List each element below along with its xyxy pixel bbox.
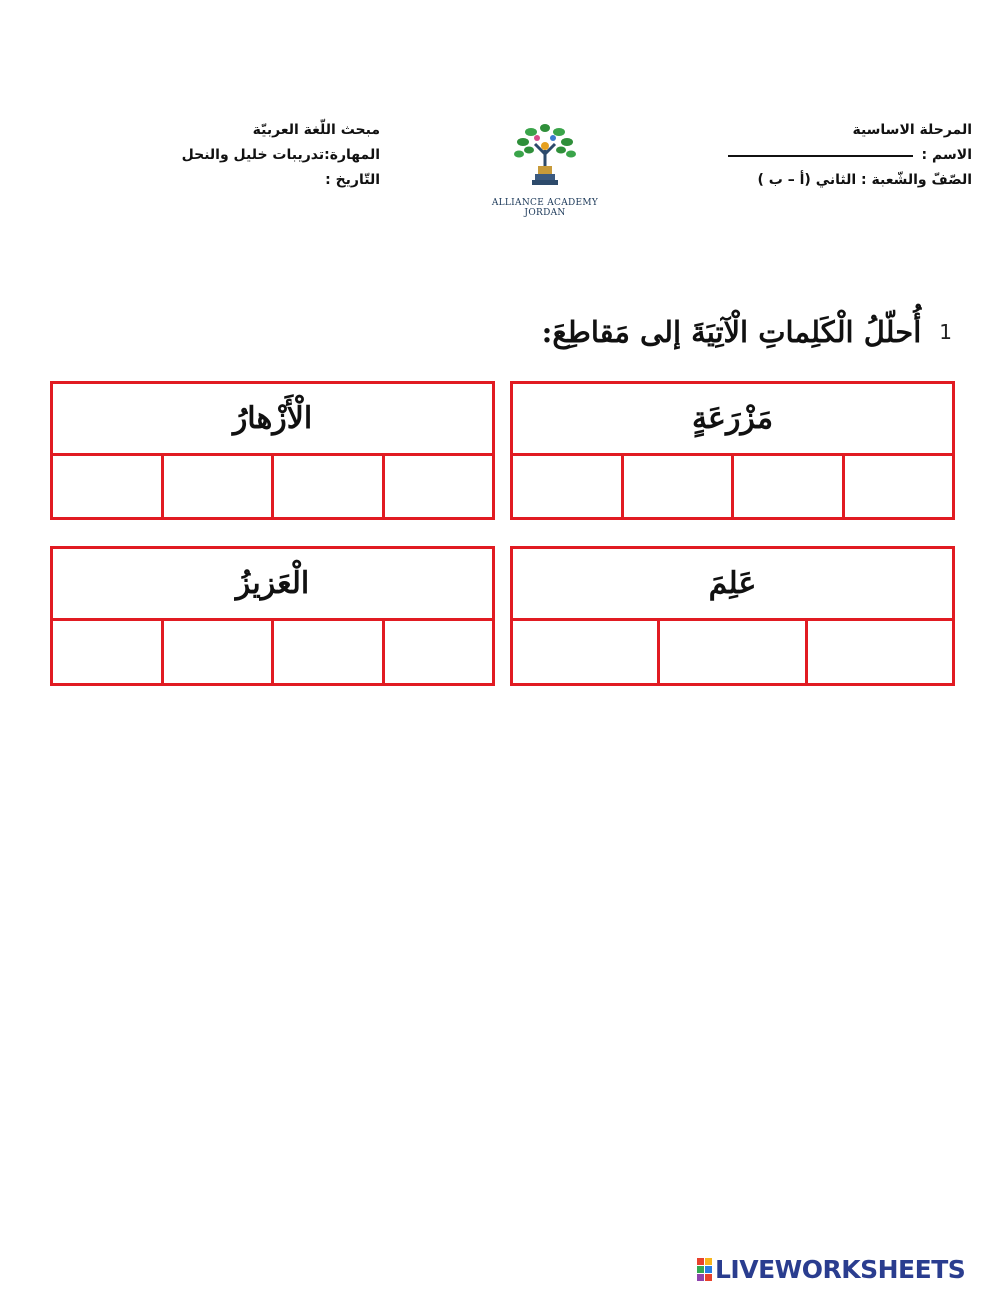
date-label: التّاريخ : [325,172,380,188]
syllable-input-box[interactable] [621,456,732,517]
name-label: الاسم : [921,147,972,163]
skill-label: المهارة:تدريبات خليل والنحل [181,147,380,163]
logo-line2: JORDAN [524,208,566,218]
word-box-4 [50,546,495,686]
word-2: الْأَزْهارُ [53,384,492,456]
syllable-input-box[interactable] [271,621,382,683]
syllable-row-4 [53,621,492,683]
liveworksheets-text: LIVEWORKSHEETS [715,1255,966,1284]
syllable-input-box[interactable] [271,456,382,517]
syllable-input-box[interactable] [382,621,493,683]
syllable-input-box[interactable] [513,621,657,683]
word-4: الْعَزيزُ [53,549,492,621]
syllable-input-box[interactable] [53,456,161,517]
syllable-input-box[interactable] [842,456,953,517]
liveworksheets-logo [697,1255,965,1284]
syllable-input-box[interactable] [382,456,493,517]
word-3: عَلِمَ [513,549,952,621]
name-row [672,143,972,168]
tree-icon [505,122,585,194]
question-text: أُحلّلُ الْكَلِماتِ الْآتِيَةَ إلى مَقاطِعَ: [541,315,922,349]
syllable-input-box[interactable] [657,621,804,683]
school-logo [490,122,600,218]
syllable-input-box[interactable] [731,456,842,517]
syllable-row-2 [53,456,492,517]
liveworksheets-icon [697,1258,712,1281]
question-1 [542,315,952,349]
logo-line1: ALLIANCE ACADEMY [491,198,599,208]
syllable-input-box[interactable] [513,456,621,517]
question-number: 1 [939,320,952,344]
syllable-input-box[interactable] [53,621,161,683]
word-box-1 [510,381,955,520]
stage-label: المرحلة الاساسية [852,122,972,138]
syllable-input-box[interactable] [161,621,272,683]
subject-label: مبحث اللّغة العربيّة [252,122,380,138]
syllable-row-1 [513,456,952,517]
syllable-input-box[interactable] [805,621,952,683]
word-box-3 [510,546,955,686]
header-right [672,118,972,193]
syllable-input-box[interactable] [161,456,272,517]
class-label: الصّفّ والشّعبة : الثاني (أ – ب ) [757,172,972,188]
header-left [60,118,380,193]
word-box-2 [50,381,495,520]
syllable-row-3 [513,621,952,683]
word-1: مَزْرَعَةٍ [513,384,952,456]
name-blank-line[interactable] [728,153,913,157]
